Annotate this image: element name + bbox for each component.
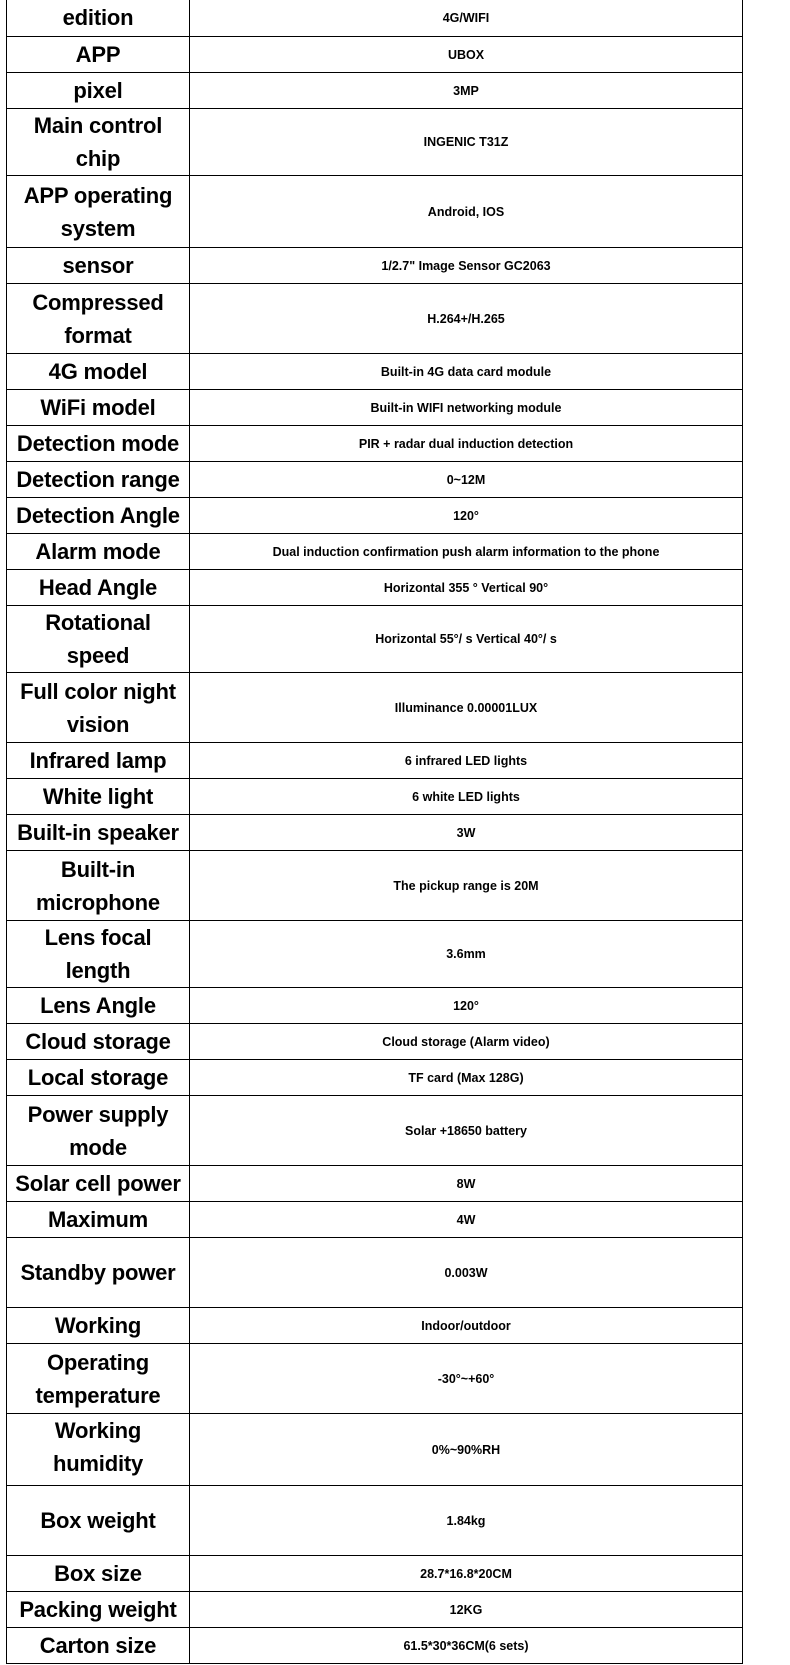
spec-label: Carton size (7, 1628, 190, 1664)
spec-value: 28.7*16.8*20CM (190, 1556, 743, 1592)
spec-value: 3W (190, 815, 743, 851)
spec-row (7, 109, 743, 176)
spec-value: UBOX (190, 37, 743, 73)
spec-value: 0.003W (190, 1238, 743, 1308)
spec-value: Android, IOS (190, 176, 743, 248)
spec-value: INGENIC T31Z (190, 109, 743, 176)
spec-label: Operating temperature (7, 1344, 190, 1414)
spec-row (7, 851, 743, 921)
spec-label: Detection range (7, 462, 190, 498)
spec-value: H.264+/H.265 (190, 284, 743, 354)
spec-value: 6 infrared LED lights (190, 743, 743, 779)
spec-value: PIR + radar dual induction detection (190, 426, 743, 462)
spec-value: 6 white LED lights (190, 779, 743, 815)
spec-label: Working (7, 1308, 190, 1344)
spec-row (7, 1202, 743, 1238)
spec-row (7, 498, 743, 534)
spec-label: Infrared lamp (7, 743, 190, 779)
spec-label: Box weight (7, 1486, 190, 1556)
spec-row (7, 176, 743, 248)
spec-value: Illuminance 0.00001LUX (190, 673, 743, 743)
spec-value: Built-in WIFI networking module (190, 390, 743, 426)
spec-value: TF card (Max 128G) (190, 1060, 743, 1096)
spec-value: Indoor/outdoor (190, 1308, 743, 1344)
spec-label: Full color night vision (7, 673, 190, 743)
spec-value: Built-in 4G data card module (190, 354, 743, 390)
spec-value: Dual induction confirmation push alarm information to the phone (190, 534, 743, 570)
spec-row (7, 779, 743, 815)
spec-row (7, 1308, 743, 1344)
spec-value: 4G/WIFI (190, 0, 743, 37)
spec-label: Head Angle (7, 570, 190, 606)
spec-value: 120° (190, 988, 743, 1024)
spec-row (7, 1166, 743, 1202)
spec-row (7, 1628, 743, 1664)
spec-value: 1/2.7" Image Sensor GC2063 (190, 248, 743, 284)
spec-row (7, 1556, 743, 1592)
spec-label: 4G model (7, 354, 190, 390)
spec-row (7, 1344, 743, 1414)
spec-label: Lens Angle (7, 988, 190, 1024)
spec-row (7, 1414, 743, 1486)
spec-row (7, 462, 743, 498)
spec-row (7, 284, 743, 354)
spec-row (7, 390, 743, 426)
spec-label: Built-in speaker (7, 815, 190, 851)
spec-label: Built-in microphone (7, 851, 190, 921)
spec-value: 3MP (190, 73, 743, 109)
spec-label: Packing weight (7, 1592, 190, 1628)
spec-value: 61.5*30*36CM(6 sets) (190, 1628, 743, 1664)
spec-value: 0%~90%RH (190, 1414, 743, 1486)
spec-value: Horizontal 55°/ s Vertical 40°/ s (190, 606, 743, 673)
spec-row (7, 921, 743, 988)
spec-value: 0~12M (190, 462, 743, 498)
spec-label: Local storage (7, 1060, 190, 1096)
spec-row (7, 1238, 743, 1308)
spec-value: 120° (190, 498, 743, 534)
spec-row (7, 73, 743, 109)
spec-label: pixel (7, 73, 190, 109)
spec-label: Power supply mode (7, 1096, 190, 1166)
spec-label: Main control chip (7, 109, 190, 176)
spec-row (7, 1024, 743, 1060)
spec-label: Compressed format (7, 284, 190, 354)
spec-table (6, 0, 743, 1664)
spec-label: Solar cell power (7, 1166, 190, 1202)
spec-value: Solar +18650 battery (190, 1096, 743, 1166)
spec-row (7, 426, 743, 462)
spec-label: Lens focal length (7, 921, 190, 988)
spec-row (7, 815, 743, 851)
spec-value: 4W (190, 1202, 743, 1238)
spec-row (7, 0, 743, 37)
spec-row (7, 606, 743, 673)
spec-row (7, 988, 743, 1024)
spec-value: 1.84kg (190, 1486, 743, 1556)
spec-value: Cloud storage (Alarm video) (190, 1024, 743, 1060)
spec-value: -30°~+60° (190, 1344, 743, 1414)
spec-row (7, 1060, 743, 1096)
spec-value: The pickup range is 20M (190, 851, 743, 921)
spec-label: edition (7, 0, 190, 37)
spec-label: Box size (7, 1556, 190, 1592)
spec-row (7, 1096, 743, 1166)
spec-value: 12KG (190, 1592, 743, 1628)
spec-table-body (7, 0, 743, 1664)
spec-label: Detection mode (7, 426, 190, 462)
spec-label: Rotational speed (7, 606, 190, 673)
spec-label: Cloud storage (7, 1024, 190, 1060)
spec-row (7, 248, 743, 284)
spec-label: Standby power (7, 1238, 190, 1308)
spec-label: APP operating system (7, 176, 190, 248)
spec-label: sensor (7, 248, 190, 284)
spec-row (7, 1486, 743, 1556)
spec-value: Horizontal 355 ° Vertical 90° (190, 570, 743, 606)
spec-label: Detection Angle (7, 498, 190, 534)
spec-row (7, 570, 743, 606)
spec-label: Alarm mode (7, 534, 190, 570)
spec-row (7, 673, 743, 743)
spec-label: Working humidity (7, 1414, 190, 1486)
spec-label: Maximum (7, 1202, 190, 1238)
spec-row (7, 743, 743, 779)
spec-row (7, 534, 743, 570)
spec-row (7, 1592, 743, 1628)
spec-value: 3.6mm (190, 921, 743, 988)
spec-label: APP (7, 37, 190, 73)
spec-row (7, 37, 743, 73)
spec-label: White light (7, 779, 190, 815)
spec-row (7, 354, 743, 390)
spec-label: WiFi model (7, 390, 190, 426)
spec-value: 8W (190, 1166, 743, 1202)
